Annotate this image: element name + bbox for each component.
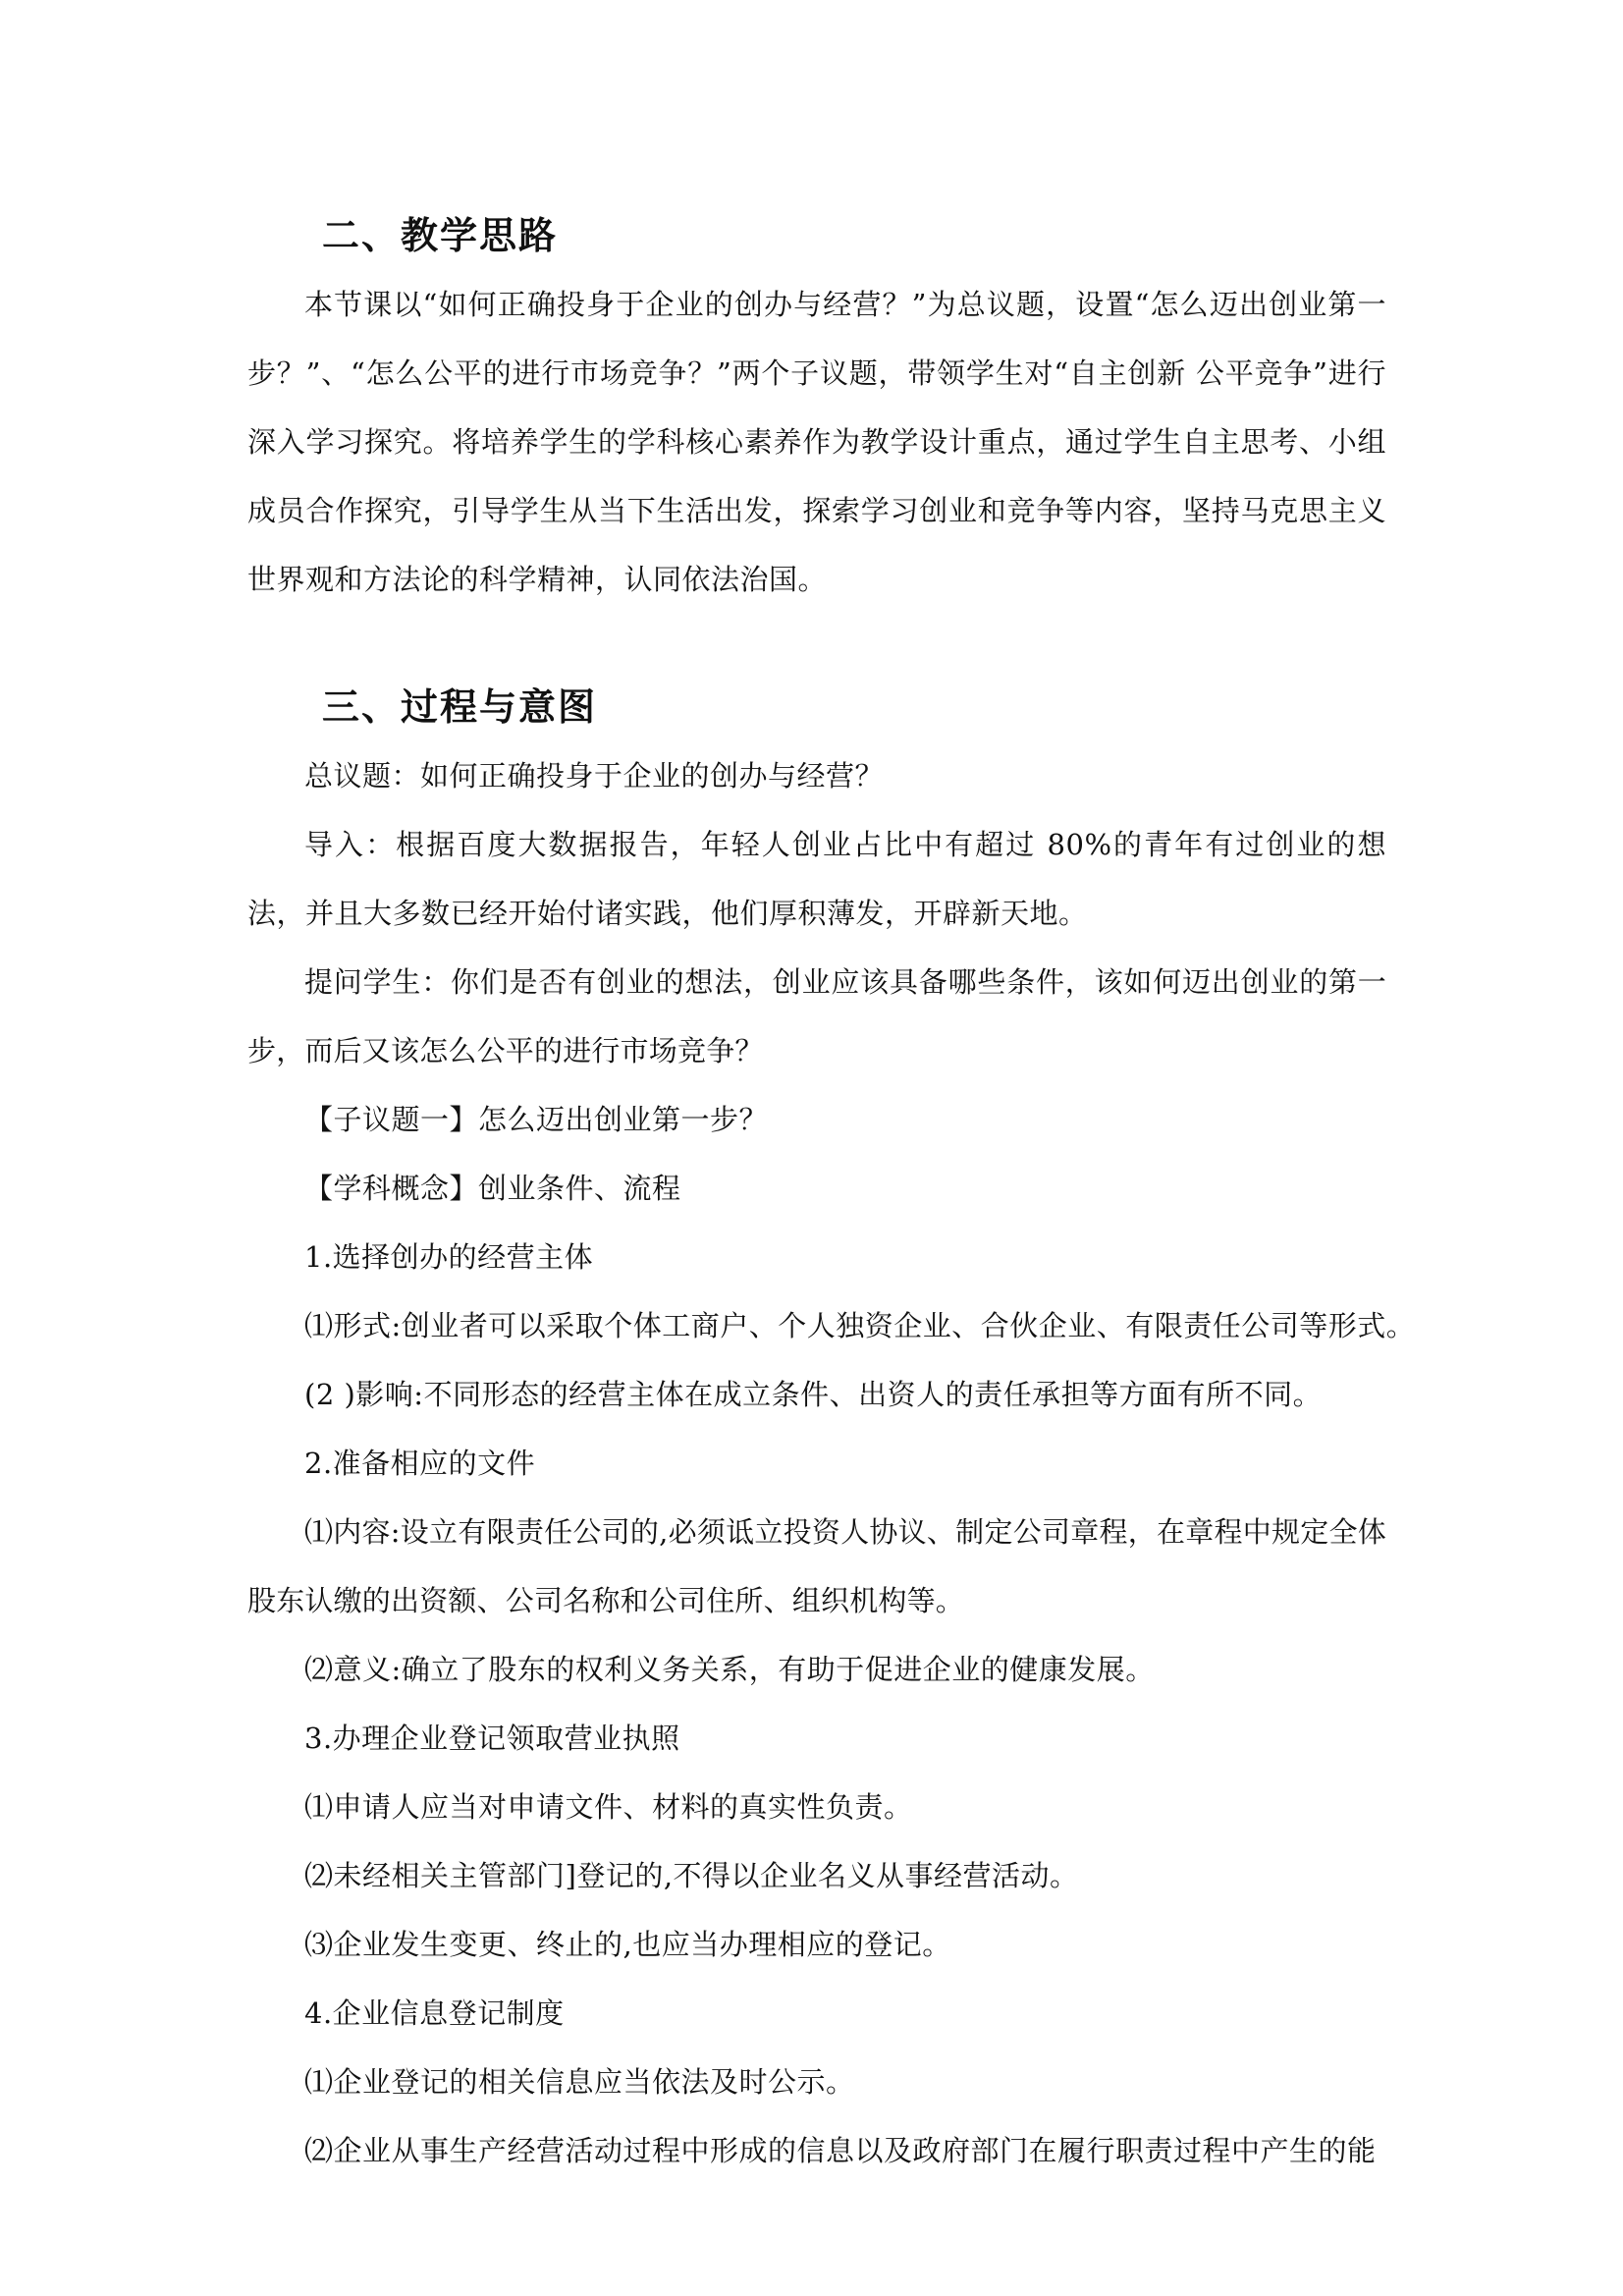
- section-heading-teaching-approach: 二、教学思路: [322, 213, 559, 257]
- item-1-1: ⑴形式:创业者可以采取个体工商户、个人独资企业、合伙企业、有限责任公司等形式。: [304, 1309, 1416, 1342]
- item-4-2: ⑵企业从事生产经营活动过程中形成的信息以及政府部门在履行职责过程中产生的能: [304, 2134, 1377, 2167]
- section-heading-process-intent: 三、过程与意图: [322, 684, 598, 729]
- item-2-1: ⑴内容:设立有限责任公司的,必须诋立投资人协议、制定公司章程，在章程中规定全体股东认缴的出资额、公司名称和公司住所、组织机构等。: [247, 1515, 1386, 1617]
- item-3-title: 3.办理企业登记领取营业执照: [304, 1722, 680, 1755]
- page-content: [247, 201, 1416, 2185]
- teaching-approach-paragraph: 本节课以“如何正确投身于企业的创办与经营？”为总议题，设置“怎么迈出创业第一步？”、“怎么公平的进行市场竞争？”两个子议题，带领学生对“自主创新 公平竞争”进行深入学习探究。将培养学生的学科核心素养作为教学设计重点，通过学生自主思考、小组成员合作探究，引导学生从当下生活出发，探索学习创业和竞争等内容，坚持马克思主义世界观和方法论的科学精神，认同依法治国。: [247, 288, 1386, 596]
- sub-topic-one: 【子议题一】怎么迈出创业第一步？: [304, 1103, 769, 1136]
- item-4-title: 4.企业信息登记制度: [304, 1996, 565, 2030]
- subject-concept: 【学科概念】创业条件、流程: [304, 1172, 681, 1205]
- item-4-1: ⑴企业登记的相关信息应当依法及时公示。: [304, 2065, 855, 2099]
- item-2-title: 2.准备相应的文件: [304, 1447, 536, 1480]
- intro-paragraph: 导入：根据百度大数据报告，年轻人创业占比中有超过 80%的青年有过创业的想法，并且大多数已经开始付诸实践，他们厚积薄发，开辟新天地。: [247, 828, 1386, 930]
- item-3-3: ⑶企业发生变更、终止的,也应当办理相应的登记。: [304, 1928, 951, 1961]
- item-3-1: ⑴申请人应当对申请文件、材料的真实性负责。: [304, 1790, 913, 1824]
- item-1-title: 1.选择创办的经营主体: [304, 1240, 594, 1274]
- main-topic: 总议题：如何正确投身于企业的创办与经营？: [304, 759, 885, 793]
- item-2-2: ⑵意义:确立了股东的权利义务关系，有助于促进企业的健康发展。: [304, 1653, 1155, 1686]
- question-paragraph: 提问学生：你们是否有创业的想法，创业应该具备哪些条件，该如何迈出创业的第一步，而后又该怎么公平的进行市场竞争？: [247, 965, 1386, 1067]
- item-1-2: (2 )影响:不同形态的经营主体在成立条件、出资人的责任承担等方面有所不同。: [304, 1378, 1323, 1411]
- item-3-2: ⑵未经相关主管部门]登记的,不得以企业名义从事经营活动。: [304, 1859, 1079, 1892]
